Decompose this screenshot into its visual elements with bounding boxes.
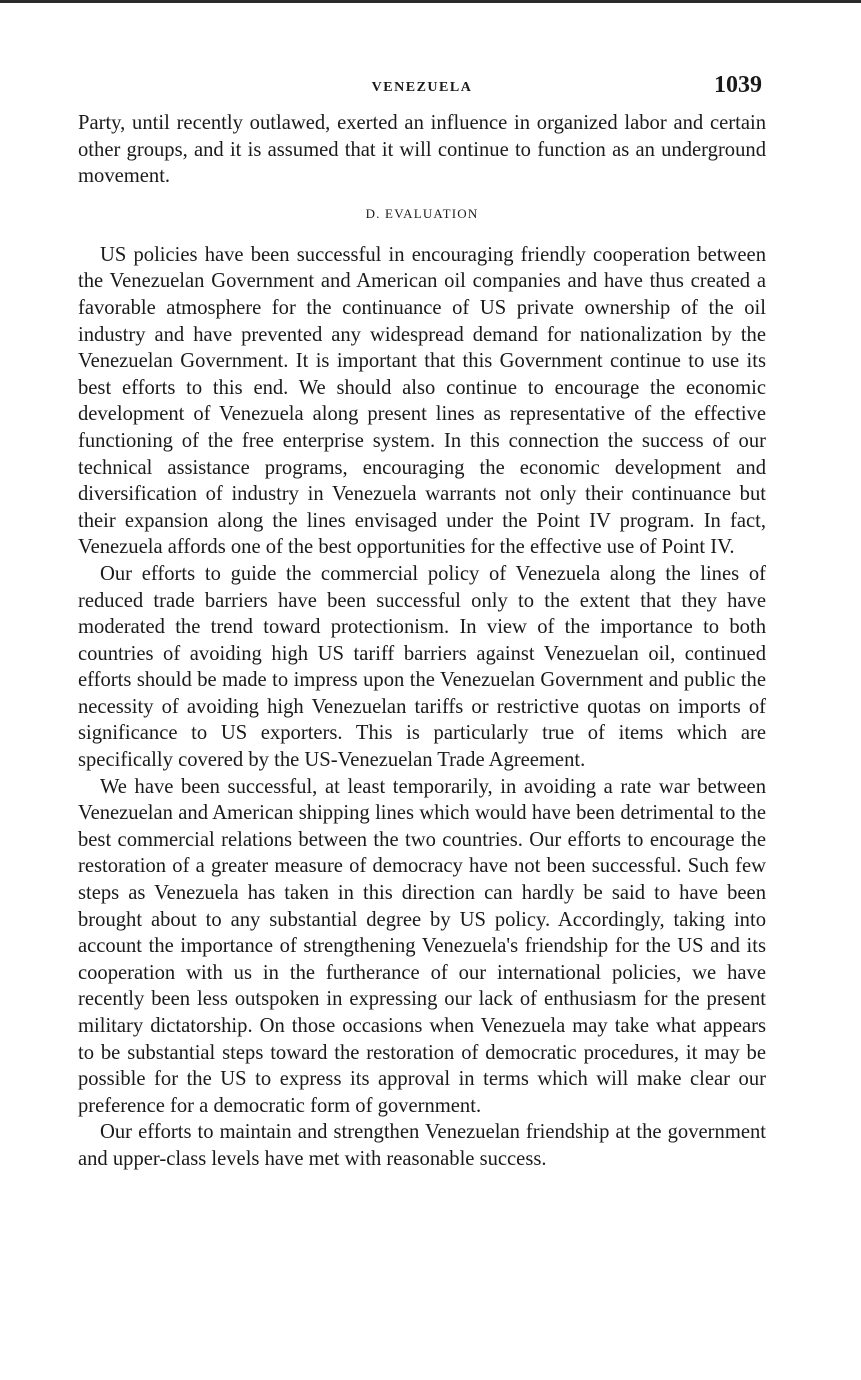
paragraph-continuation: Party, until recently outlawed, exerted an influence in organized labor and certain other groups, and it is assumed that it will continue to function as an underground movement. [78,112,766,188]
running-header [78,70,766,110]
section-heading: D. EVALUATION [365,205,479,221]
document-page [78,70,766,1173]
page-top-edge [0,0,861,3]
page-number: 1039 [714,72,762,98]
paragraph-evaluation-1: US policies have been successful in encouraging friendly cooperation between the Venezuelan Government and American oil companies and have thus created a favorable atmosphere for the continuance of US private ownership of the oil industry and have prevented any widespread demand for nationalization by the Venezuelan Government. It is important that this Government continue to use its best efforts to this end. We should also continue to encourage the economic development of Venezuela along present lines as representative of the effective functioning of the free enterprise system. In this connection the success of our technical assistance programs, encouraging the economic development and diversification of industry in Venezuela warrants not only their continuance but their expansion along the lines envisaged under the Point IV program. In fact, Venezuela affords one of the best opportunities for the effective use of Point IV. [78,243,766,559]
paragraph-evaluation-2: Our efforts to guide the commercial policy of Venezuela along the lines of reduced trade barriers have been successful only to the extent that they have moderated the trend toward protectionism. In view of the importance to both countries of avoiding high US tariff barriers against Venezuelan oil, continued efforts should be made to impress upon the Venezuelan Government and public the necessity of avoiding high Venezuelan tariffs or restrictive quotas on imports of significance to US exporters. This is particularly true of items which are specifically covered by the US-Venezuelan Trade Agreement. [78,562,766,772]
running-title: VENEZUELA [371,80,473,95]
paragraph-evaluation-3: We have been successful, at least temporarily, in avoiding a rate war between Venezuelan and American shipping lines which would have been detrimental to the best commercial relations between the two countries. Our efforts to encourage the restoration of a greater measure of democracy have not been successful. Such few steps as Venezuela has taken in this direction can hardly be said to have been brought about to any substantial degree by US policy. Accordingly, taking into account the importance of strengthening Venezuela's friendship for the US and its cooperation with us in the furtherance of our international policies, we have recently been less outspoken in expressing our lack of enthusiasm for the present military dictatorship. On those occasions when Venezuela may take what appears to be substantial steps toward the restoration of democratic procedures, it may be possible for the US to express its approval in terms which will make clear our preference for a democratic form of government. [78,775,766,1117]
paragraph-evaluation-4: Our efforts to maintain and strengthen Venezuelan friendship at the government and upper-class levels have met with reasonable success. [78,1121,766,1170]
